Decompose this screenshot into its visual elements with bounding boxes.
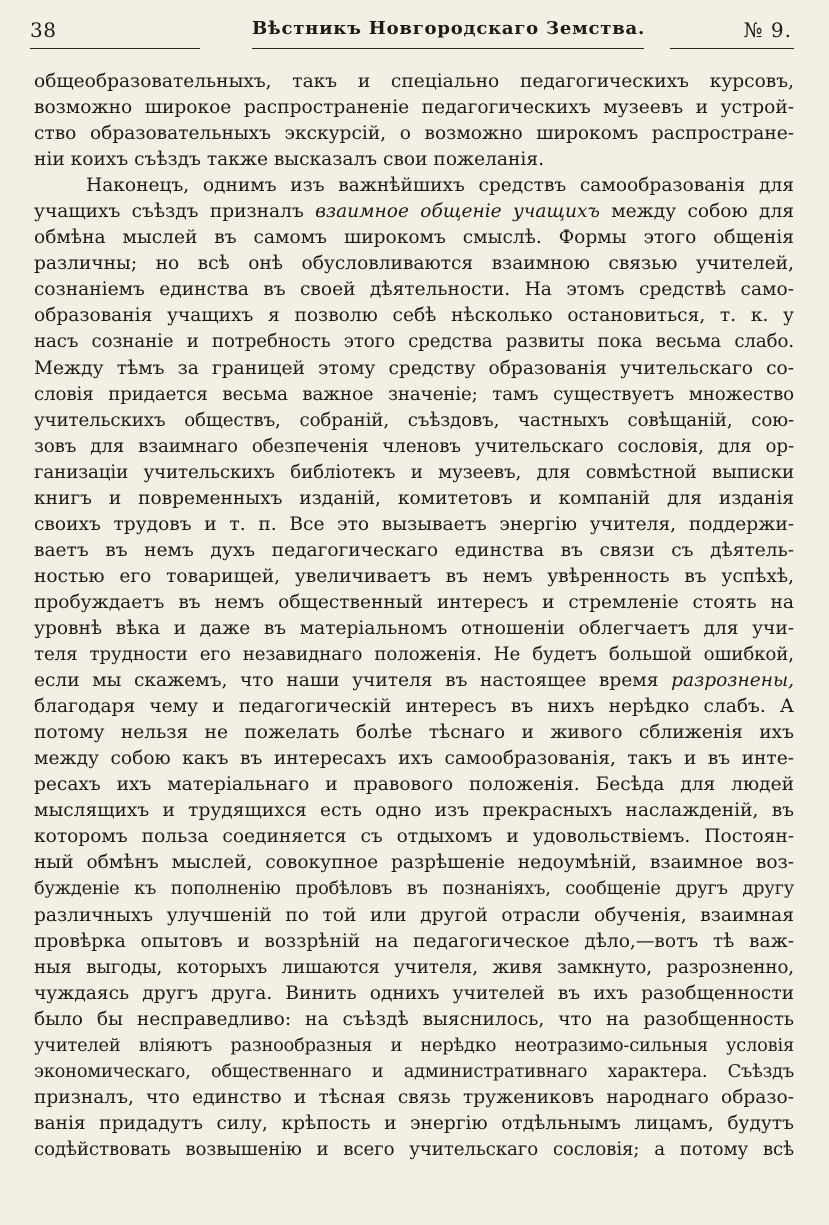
text-line: провѣрка опытовъ и воззрѣній на педагогическое дѣло,—вотъ тѣ важ- [34,930,794,952]
header-rule-left [30,48,200,49]
text-line: образованія учащихъ я позволю себѣ нѣсколько остановиться, т. к. у [34,305,794,327]
text-line: различныхъ улучшеній по той или другой отрасли обученія, взаимная [34,904,794,926]
text-line: теля трудности его незавиднаго положенія. Не будетъ большой ошибкой, [34,644,794,666]
text-line: призналъ, что единство и тѣсная связь тружениковъ народнаго образо- [34,1086,794,1108]
text-line: книгъ и повременныхъ изданій, комитетовъ и компаній для изданія [34,487,794,509]
italic-emphasis: разрознены, [671,670,794,692]
text-line: сознаніемъ единства въ своей дѣятельности. На этомъ средствѣ само- [34,279,794,301]
text-line: словія придается весьма важное значеніе; тамъ существуетъ множество [34,383,794,405]
text-line: уровнѣ вѣка и даже въ матеріальномъ отношеніи облегчаетъ для учи- [34,617,794,639]
text-line [34,199,794,225]
text-line: возможно широкое распространеніе педагогическихъ музеевъ и устрой- [34,97,794,119]
text-line: между собою какъ въ интересахъ ихъ самообразованія, такъ и въ инте- [34,748,794,770]
page-number: 38 [30,18,57,42]
page-header [30,14,794,52]
text-line: различны; но всѣ онѣ обусловливаются взаимною связью учителей, [34,253,794,275]
text-line: благодаря чему и педагогическій интересъ въ нихъ нерѣдко слабъ. А [34,696,794,718]
text-line: чуждаясь другъ друга. Винить однихъ учителей въ ихъ разобщенности [34,982,794,1004]
text-line: ностью его товарищей, увеличиваетъ въ немъ увѣренность въ успѣхѣ, [34,565,794,587]
text-fragment: учащихъ съѣздъ призналъ [34,201,304,223]
text-line: бужденіе къ пополненію пробѣловъ въ познаніяхъ, сообщеніе другъ другу [34,878,794,900]
text-fragment: если мы скажемъ, что наши учителя въ настоящее время [34,670,659,692]
body-text [34,69,794,1163]
text-line: ваетъ въ немъ духъ педагогическаго единства въ связи съ дѣятель- [34,539,794,561]
journal-title: Вѣстникъ Новгородскаго Земства. [252,18,646,39]
text-line: ный обмѣнъ мыслей, совокупное разрѣшеніе недоумѣній, взаимное воз- [34,852,794,874]
text-line: ство образовательныхъ экскурсій, о возможно широкомъ распростране- [34,123,794,145]
text-line: Между тѣмъ за границей этому средству образованія учительскаго со- [34,357,794,379]
italic-emphasis: взаимное общеніе учащихъ [315,201,600,223]
text-line: своихъ трудовъ и т. п. Все это вызываетъ энергію учителя, поддержи- [34,513,794,535]
text-line: общеобразовательныхъ, такъ и спеціально педагогическихъ курсовъ, [34,71,794,92]
text-line: содѣйствовать возвышенію и всего учительскаго сословія; а потому всѣ [34,1138,794,1160]
text-line [34,668,794,694]
text-line: потому нельзя не пожелать болѣе тѣснаго и живого сближенія ихъ [34,722,794,744]
text-line: мыслящихъ и трудящихся есть одно изъ прекрасныхъ наслажденій, въ [34,800,794,822]
text-line: ресахъ ихъ матеріальнаго и правового положенія. Бесѣда для людей [34,774,794,796]
text-line: ганизаціи учительскихъ библіотекъ и музеевъ, для совмѣстной выписки [34,461,794,483]
text-line: ныя выгоды, которыхъ лишаются учителя, живя замкнуто, разрозненно, [34,956,794,978]
header-rule-middle [252,48,644,49]
text-line: насъ сознаніе и потребность этого средства развиты пока весьма слабо. [34,331,794,353]
text-line: пробуждаетъ въ немъ общественный интересъ и стремленіе стоять на [34,591,794,613]
text-line: которомъ польза соединяется съ отдыхомъ и удовольствіемъ. Постоян- [34,826,794,848]
text-line: ніи коихъ съѣздъ также высказалъ свои пожеланія. [34,149,544,171]
issue-number: № 9. [743,18,792,42]
text-line: обмѣна мыслей въ самомъ широкомъ смыслѣ. Формы этого общенія [34,227,794,249]
text-line: ванія придадутъ силу, крѣпость и энергію отдѣльнымъ лицамъ, будутъ [34,1112,794,1134]
text-line: учительскихъ обществъ, собраній, съѣздовъ, частныхъ совѣщаній, сою- [34,409,794,431]
text-line: учителей вліяютъ разнообразныя и нерѣдко неотразимо-сильныя условія [34,1034,794,1056]
text-line: было бы несправедливо: на съѣздѣ выяснилось, что на разобщенность [34,1008,794,1030]
text-line: зовъ для взаимнаго обезпеченія членовъ учительскаго сословія, для ор- [34,435,794,457]
paragraph-first-line: Наконецъ, однимъ изъ важнѣйшихъ средствъ самообразованія для [86,175,794,197]
header-rule-right [670,48,794,49]
text-fragment: между собою для [611,201,794,223]
text-line: экономическаго, общественнаго и административнаго характера. Съѣздъ [34,1060,794,1082]
